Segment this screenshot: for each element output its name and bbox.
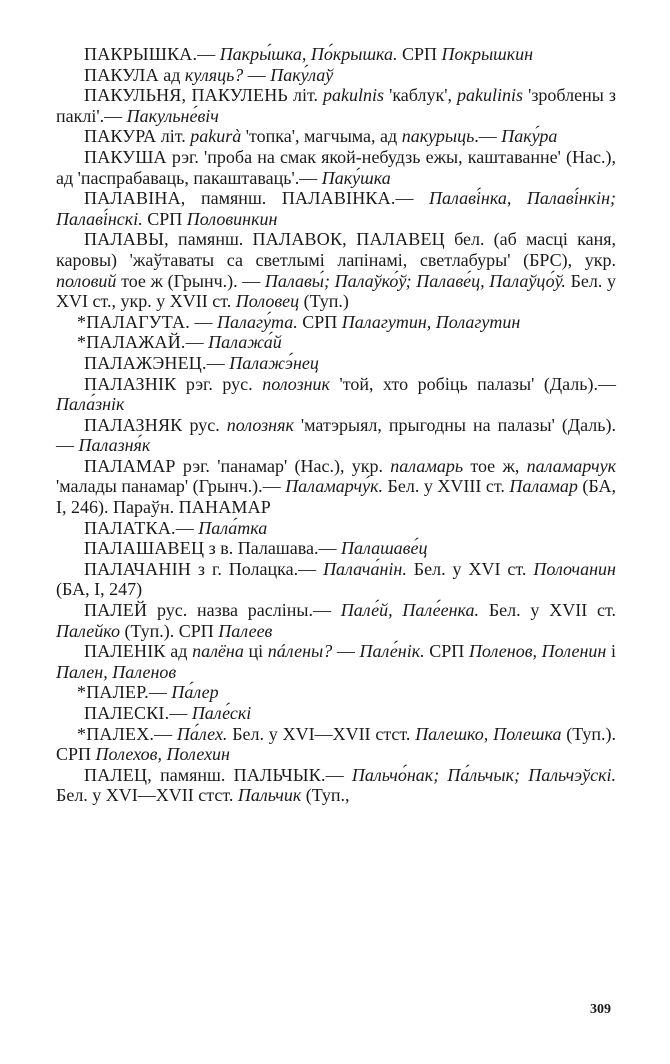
italic-form: Паку́шка — [321, 167, 391, 188]
headword-variant: ПАНАМАР — [178, 497, 272, 518]
entry-text: 'той, хто робіць палазы' (Даль).— — [329, 373, 616, 394]
headword: *ПАЛЕХ. — [77, 723, 155, 744]
italic-form: полозняк — [226, 414, 294, 435]
entry-text: Бел. у XVI ст., укр. у XVII ст. — [56, 270, 616, 312]
italic-form: Паламарчу́к. — [285, 476, 384, 497]
italic-form: Палача́нін. — [323, 558, 407, 579]
headword: ПАЛЕЦ, — [84, 764, 152, 785]
entry-text: — — [185, 332, 209, 353]
entry-text: ад — [158, 64, 185, 85]
italic-form: половий — [56, 270, 117, 291]
italic-form: Па́лер — [171, 682, 219, 703]
headword: ПАЛАЧАНІН — [84, 558, 191, 579]
entry-text: — — [169, 703, 192, 723]
entry-text: — — [332, 641, 360, 662]
dictionary-entry — [56, 85, 616, 126]
headword: ПАЛАЗНЯК — [84, 414, 183, 435]
entry-text: Бел. у XVI—XVII стст. — [227, 723, 416, 744]
dictionary-entry — [56, 188, 616, 229]
italic-form: палёна — [192, 641, 244, 662]
italic-form: Палагу́та. — [216, 311, 298, 332]
entry-text: ад — [165, 641, 193, 662]
entry-text: Бел. у XVIII ст. — [383, 476, 510, 497]
dictionary-entry — [56, 600, 616, 641]
entry-text: рэг. рус. — [176, 373, 263, 394]
entry-text: 'зроблены з паклі'.— — [56, 85, 616, 126]
headword: ПАЛАВЫ, — [84, 229, 169, 250]
entry-text: (БА, I, 247) — [56, 579, 143, 600]
headword: *ПАЛАЖАЙ. — [77, 332, 186, 353]
entry-text: 'малады панамар' (Грынч.).— — [56, 476, 286, 497]
dictionary-entry — [56, 44, 616, 65]
italic-form: Палешко, Полешка — [415, 723, 562, 744]
headword: ПАЛАМАР — [84, 455, 176, 476]
italic-form: Палашаве́ц — [341, 538, 428, 559]
entry-text: Бел. у XVII ст. — [479, 600, 616, 621]
italic-form: Пакульне́віч — [126, 105, 219, 126]
entry-text: СРП — [424, 641, 469, 662]
entry-text: рэг. 'проба на смак якой-небудзь ежы, каштаванне' (Нас.), ад 'паспрабаваць, пакаштаваць'.— — [56, 146, 616, 188]
entry-text: — — [325, 764, 352, 785]
headword: ПАКУЛА — [84, 64, 159, 85]
entry-text: СРП — [297, 311, 342, 332]
headword: ПАЛЕСКІ. — [84, 703, 170, 723]
entry-text: літ. — [156, 126, 191, 147]
headword: ПАКУЛЬНЯ, ПАКУЛЕНЬ — [84, 85, 288, 106]
italic-form: паламарь — [390, 455, 464, 476]
entry-text: СРП — [142, 208, 187, 229]
italic-form: Палажэ́нец — [229, 352, 319, 373]
entry-text: (Туп., — [301, 785, 350, 806]
italic-form: Пала́тка — [198, 517, 268, 538]
italic-form: Палейко — [56, 620, 121, 641]
headword: ПАЛЕЙ — [84, 600, 148, 621]
entry-text: рэг. 'панамар' (Нас.), укр. — [175, 455, 391, 476]
italic-form: куляць? — [184, 64, 244, 85]
italic-form: пáлены? — [267, 641, 333, 662]
italic-form: Половец — [235, 291, 300, 312]
italic-form: Пальчо́нак; Па́льчык; Пальчэўскі. — [351, 764, 616, 785]
dictionary-entry — [56, 538, 616, 559]
dictionary-entry — [56, 229, 616, 311]
headword-variant: ПАЛЬЧЫК. — [233, 764, 326, 785]
italic-form: Пален, Паленов — [56, 661, 177, 682]
italic-form: паламарчук — [526, 455, 616, 476]
entry-text: 'каблук', — [384, 85, 458, 106]
dictionary-entry — [56, 765, 616, 806]
italic-form: Паку́лаў — [270, 64, 334, 85]
italic-form: Палагутин, Полагутин — [341, 311, 521, 332]
italic-form: Пале́й, Пале́енка. — [340, 600, 480, 621]
italic-form: полозник — [262, 373, 330, 394]
dictionary-entry — [56, 518, 616, 539]
dictionary-entry — [56, 559, 616, 600]
dictionary-entry — [56, 126, 616, 147]
headword: ПАКУРА — [84, 126, 157, 147]
headword: ПАКРЫШКА. — [84, 44, 198, 64]
entry-text: тое ж, — [463, 455, 527, 476]
italic-form: pakulinis — [457, 85, 524, 106]
entry-text: — — [395, 188, 430, 209]
headword-variant: ПАЛАВОК, ПАЛАВЕЦ — [252, 229, 445, 250]
entry-text: з г. Полацка.— — [190, 558, 324, 579]
dictionary-entry — [56, 682, 616, 703]
page-number: 309 — [590, 1002, 611, 1017]
headword: ПАЛАЖЭНЕЦ. — [84, 352, 207, 373]
headword: ПАЛАШАВЕЦ — [84, 538, 205, 559]
entry-text: — — [197, 44, 220, 64]
italic-form: Паку́ра — [501, 126, 558, 147]
entry-text: рус. назва расліны.— — [147, 600, 341, 621]
italic-form: Палаві́нка, Палаві́нкін; Палаві́нскі. — [56, 188, 616, 229]
italic-form: Пале́скі — [191, 703, 252, 723]
dictionary-entry — [56, 724, 616, 765]
italic-form: Палавы́; Палаўко́ў; Палаве́ц, Палаўцо́ў. — [264, 270, 566, 291]
entries-column — [56, 44, 616, 806]
headword: ПАКУША — [84, 146, 167, 167]
entry-text: СРП — [397, 44, 442, 64]
dictionary-entry — [56, 374, 616, 415]
entry-text: літ. — [287, 85, 324, 106]
entry-text: — — [175, 517, 199, 538]
italic-form: Покрышкин — [441, 44, 534, 64]
italic-form: Палажа́й — [208, 332, 282, 353]
italic-form: pakurà — [190, 126, 242, 147]
italic-form: Пале́нік. — [359, 641, 425, 662]
headword: ПАЛАТКА. — [84, 517, 176, 538]
entry-text: — — [154, 723, 177, 744]
italic-form: Полехов, Полехин — [95, 744, 230, 765]
entry-text: — — [206, 352, 230, 373]
italic-form: Поленов, Поленин — [468, 641, 607, 662]
dictionary-entry — [56, 415, 616, 456]
entry-text: з в. Палашава.— — [204, 538, 341, 559]
entry-text: (Туп.). СРП — [56, 723, 616, 765]
italic-form: Палеев — [218, 620, 273, 641]
italic-form: Полочанин — [533, 558, 616, 579]
dictionary-entry — [56, 147, 616, 188]
entry-text: — — [189, 311, 217, 332]
italic-form: пакурыць — [401, 126, 475, 147]
entry-text: (Туп.). СРП — [120, 620, 219, 641]
entry-text: (БА, I, 246). Параўн. — [56, 476, 617, 518]
headword: *ПАЛАГУТА. — [77, 311, 190, 332]
headword: ПАЛАВІНА, — [84, 188, 186, 209]
entry-text: памянш. — [185, 188, 282, 209]
headword: ПАЛЕНІК — [84, 641, 166, 662]
entry-text: 'топка', магчыма, ад — [241, 126, 402, 147]
entry-text: ці — [243, 641, 268, 662]
dictionary-entry — [56, 353, 616, 374]
dictionary-entry — [56, 641, 616, 682]
italic-form: Половинкин — [186, 208, 278, 229]
italic-form: Пакры́шка, По́крышка. — [219, 44, 398, 64]
italic-form: Палазня́к — [78, 435, 151, 456]
headword-variant: ПАЛАВІНКА. — [281, 188, 396, 209]
entry-text: памянш. — [151, 764, 234, 785]
entry-text: памянш. — [168, 229, 253, 250]
italic-form: pakulnis — [323, 85, 385, 106]
entry-text: — — [243, 64, 271, 85]
dictionary-entry — [56, 65, 616, 86]
headword: ПАЛАЗНІК — [84, 373, 177, 394]
dictionary-entry — [56, 332, 616, 353]
entry-text: тое ж (Грынч.). — — [116, 270, 265, 291]
dictionary-entry — [56, 312, 616, 333]
entry-text: бел. (аб масці каня, каровы) 'жаўтаваты са светлымі лапінамі, светлабуры' (БРС), укр. — [56, 229, 617, 270]
italic-form: Паламар — [509, 476, 578, 497]
entry-text: — — [148, 682, 172, 703]
entry-text: .— — [474, 126, 502, 147]
entry-text: (Туп.) — [299, 291, 349, 312]
entry-text: рус. — [182, 414, 227, 435]
entry-text: Бел. у XVI—XVII стст. — [56, 785, 238, 806]
italic-form: Пальчик — [237, 785, 302, 806]
dictionary-entry — [56, 703, 616, 724]
dictionary-entry — [56, 456, 616, 518]
entry-text: Бел. у XVI ст. — [406, 558, 534, 579]
entry-text: 'матэрыял, прыгодны на палазы' (Даль).— — [56, 414, 616, 456]
headword: *ПАЛЕР. — [77, 682, 149, 703]
italic-form: Па́лех. — [176, 723, 228, 744]
entry-text: і — [606, 641, 617, 662]
italic-form: Пала́знік — [56, 394, 125, 415]
